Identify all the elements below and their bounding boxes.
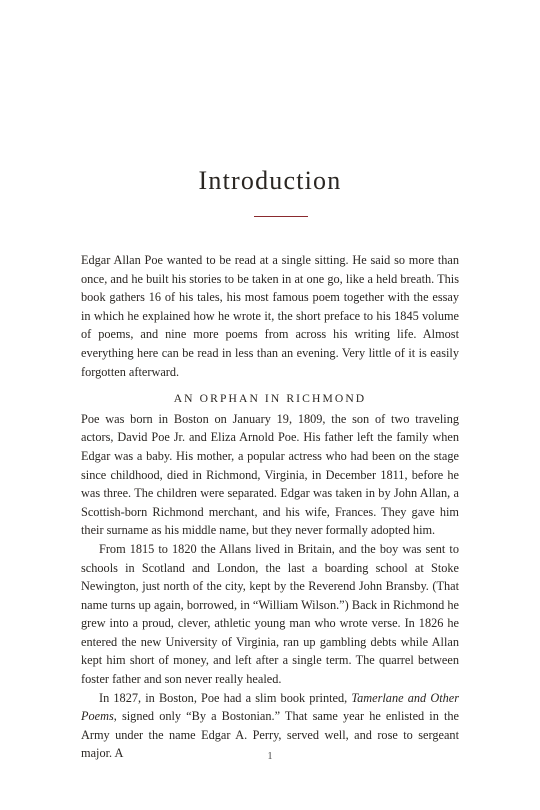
book-title-italic: Tamerlane and Other Poems: [81, 690, 460, 724]
page-number: 1: [267, 751, 273, 762]
intro-paragraph: Edgar Allan Poe wanted to be read at a single sitting. He said so more than once, and he built his stories to be taken in at one go, like a held breath. This book gathers 16 of his tales, his most famous poem together with the essay in which he explained how he wrote it, the short preface to his 1845 volume of poems, and nine more poems from across his writing life. Almost everything here can be read in less than an evening. Very little of it is easily forgotten afterward.: [81, 253, 459, 379]
section-heading: AN ORPHAN IN RICHMOND: [173, 392, 367, 406]
title-divider: [254, 216, 308, 217]
book-page: [81, 0, 459, 810]
body-text: [81, 251, 459, 763]
paragraph-text: In 1827, in Boston, Poe had a slim book printed,: [99, 690, 352, 705]
section-paragraph: Poe was born in Boston on January 19, 1809, the son of two traveling actors, David Poe Jr. and Eliza Arnold Poe. His father left the family when Edgar was a baby. His mother, a popular actress who had been on the stage since childhood, died in Richmond, Virginia, in December 1811, before he was three. The children were separated. Edgar was taken in by John Allan, a Scottish-born Richmond merchant, and his wife, Frances. They gave him their surname as his middle name, but they never formally adopted him.: [81, 411, 459, 538]
paragraph-text: , signed only “By a Bostonian.” That same year he enlisted in the Army under the name Edgar A. Perry, served well, and rose to sergeant major. A: [81, 709, 459, 761]
chapter-title: Introduction: [198, 166, 342, 195]
section-paragraph: From 1815 to 1820 the Allans lived in Britain, and the boy was sent to schools in Scotland and London, the last a boarding school at Stoke Newington, just north of the city, kept by the Reverend John Bransby. (That name turns up again, borrowed, in “William Wilson.”) Back in Richmond he grew into a proud, clever, athletic young man who wrote verse. In 1826 he entered the new University of Virginia, ran up gambling debts while Allan kept him short of money, and left after a single term. The quarrel between foster father and son never really healed.: [81, 541, 459, 687]
